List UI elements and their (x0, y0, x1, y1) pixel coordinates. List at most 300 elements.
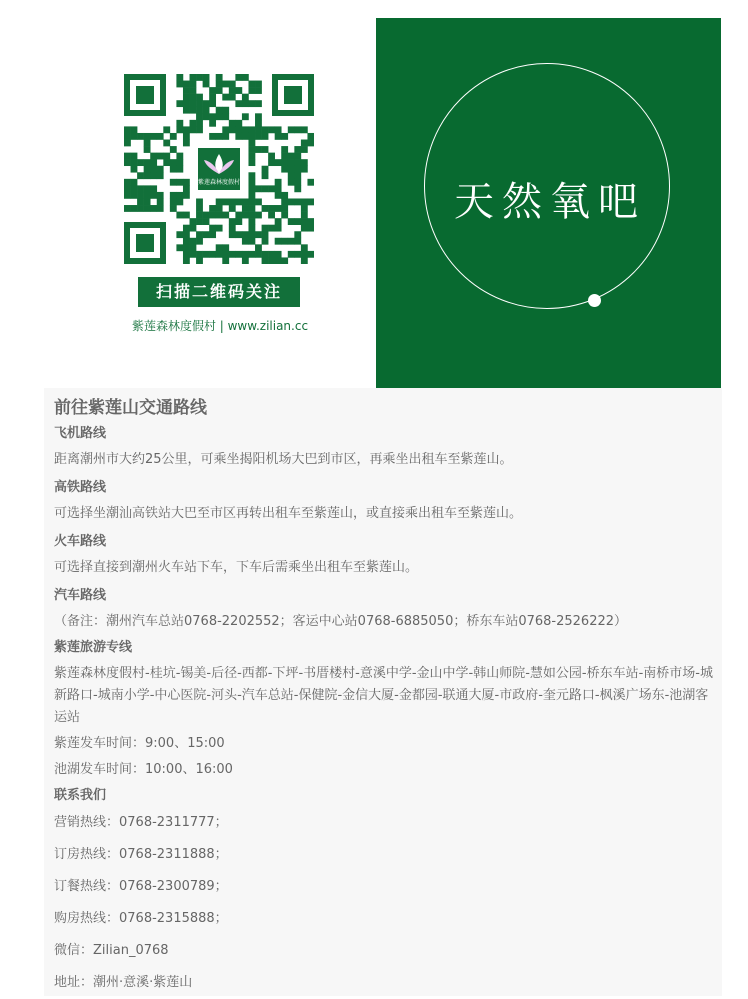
qr-module (216, 113, 223, 120)
qr-module (196, 100, 203, 107)
qr-module (209, 94, 216, 101)
qr-module (176, 192, 183, 199)
qr-module (131, 153, 138, 160)
qr-module (144, 159, 151, 166)
qr-module (131, 205, 138, 212)
qr-module (242, 113, 249, 120)
qr-module (183, 100, 190, 107)
qr-module (235, 74, 242, 81)
page-title: 前往紫莲山交通路线 (54, 398, 207, 418)
qr-module (248, 238, 255, 245)
qr-module (131, 159, 138, 166)
qr-module (275, 251, 282, 258)
qr-module (124, 179, 131, 186)
qr-module (183, 244, 190, 251)
qr-module (294, 172, 301, 179)
qr-module (294, 159, 301, 166)
section-heading-train: 火车路线 (54, 534, 107, 549)
qr-module (190, 94, 197, 101)
qr-module (248, 153, 255, 160)
qr-module (242, 133, 249, 140)
qr-module (176, 159, 183, 166)
qr-module (144, 140, 151, 147)
qr-module (281, 153, 288, 160)
qr-module (235, 212, 242, 219)
section-text-bus: （备注：潮州汽车总站0768-2202552；客运中心站0768-6885050；桥东车站0768-2526222） (54, 614, 628, 629)
qr-module (248, 172, 255, 179)
qr-module (307, 198, 314, 205)
qr-module (275, 192, 282, 199)
qr-module (176, 179, 183, 186)
qr-module (229, 198, 236, 205)
qr-module (196, 251, 203, 258)
qr-module (307, 140, 314, 147)
qr-module (209, 87, 216, 94)
article-body (54, 395, 718, 999)
qr-module (248, 133, 255, 140)
qr-module (131, 126, 138, 133)
qr-module (301, 251, 308, 258)
qr-module (209, 212, 216, 219)
qr-module (222, 126, 229, 133)
qr-module (183, 238, 190, 245)
qr-module (196, 107, 203, 114)
qr-module (131, 133, 138, 140)
qr-module (235, 251, 242, 258)
qr-module (262, 133, 269, 140)
qr-module (137, 205, 144, 212)
qr-module (144, 172, 151, 179)
qr-module (301, 159, 308, 166)
qr-module (255, 81, 262, 88)
qr-module (262, 185, 269, 192)
qr-module (203, 74, 210, 81)
qr-module (190, 120, 197, 127)
qr-module (150, 166, 157, 173)
qr-module (248, 251, 255, 258)
qr-module (150, 153, 157, 160)
qr-module (137, 159, 144, 166)
section-heading-bus: 汽车路线 (54, 588, 107, 603)
qr-module (196, 126, 203, 133)
qr-module (196, 113, 203, 120)
qr-module (268, 212, 275, 219)
qr-module (248, 225, 255, 232)
qr-module (157, 133, 164, 140)
qr-module (248, 140, 255, 147)
qr-module (209, 100, 216, 107)
qr-module (294, 231, 301, 238)
qr-module (157, 198, 164, 205)
qr-module (268, 257, 275, 264)
qr-module (216, 107, 223, 114)
qr-module (137, 192, 144, 199)
qr-module (176, 100, 183, 107)
qr-module (209, 205, 216, 212)
qr-module (183, 212, 190, 219)
qr-module (301, 212, 308, 219)
qr-module (216, 198, 223, 205)
qr-module (229, 205, 236, 212)
qr-module (216, 225, 223, 232)
qr-module (150, 192, 157, 199)
qr-module (216, 74, 223, 81)
tour-depart-chihu: 池湖发车时间：10:00、16:00 (54, 762, 233, 777)
qr-module (183, 94, 190, 101)
section-text-plane: 距离潮州市大约25公里，可乘坐揭阳机场大巴到市区，再乘坐出租车至紫莲山。 (54, 452, 513, 467)
qr-module (137, 172, 144, 179)
qr-module (235, 198, 242, 205)
qr-module (242, 251, 249, 258)
qr-module (183, 81, 190, 88)
section-heading-plane: 飞机路线 (54, 426, 107, 441)
promo-banner (376, 18, 721, 388)
qr-module (222, 94, 229, 101)
qr-module (124, 126, 131, 133)
qr-module (222, 257, 229, 264)
qr-module (288, 166, 295, 173)
qr-module (268, 251, 275, 258)
qr-module (203, 113, 210, 120)
qr-scan-caption: 扫描二维码关注 (138, 277, 300, 307)
qr-module (301, 257, 308, 264)
qr-module (222, 251, 229, 258)
qr-module (190, 251, 197, 258)
qr-module (216, 244, 223, 251)
qr-module (190, 87, 197, 94)
qr-module (281, 238, 288, 245)
qr-module (190, 225, 197, 232)
qr-module (176, 244, 183, 251)
qr-module (216, 212, 223, 219)
qr-module (248, 205, 255, 212)
qr-module (262, 238, 269, 245)
qr-module (248, 218, 255, 225)
qr-module (255, 126, 262, 133)
qr-module (163, 153, 170, 160)
qr-module (255, 185, 262, 192)
qr-module (268, 185, 275, 192)
qr-module (242, 126, 249, 133)
qr-module (163, 159, 170, 166)
qr-module (288, 126, 295, 133)
contact-dining: 订餐热线：0768-2300789； (54, 879, 228, 894)
qr-module (235, 231, 242, 238)
qr-module (235, 100, 242, 107)
qr-module (262, 126, 269, 133)
qr-module (131, 179, 138, 186)
qr-module (294, 238, 301, 245)
qr-module (268, 159, 275, 166)
qr-module (307, 225, 314, 232)
qr-module (248, 185, 255, 192)
qr-module (176, 231, 183, 238)
qr-module (203, 251, 210, 258)
qr-module (183, 257, 190, 264)
qr-module (275, 257, 282, 264)
qr-module (196, 257, 203, 264)
qr-module (229, 126, 236, 133)
qr-module (131, 166, 138, 173)
qr-module (163, 140, 170, 147)
qr-module (294, 185, 301, 192)
qr-site-caption[interactable]: 紫莲森林度假村 | www.zilian.cc (131, 319, 309, 333)
qr-module (307, 179, 314, 186)
qr-module (183, 231, 190, 238)
qr-module (190, 238, 197, 245)
qr-module (262, 225, 269, 232)
qr-module (294, 251, 301, 258)
qr-module (203, 100, 210, 107)
tour-depart-zilian: 紫莲发车时间：9:00、15:00 (54, 736, 225, 751)
qr-module (124, 205, 131, 212)
qr-module (209, 225, 216, 232)
qr-module (275, 126, 282, 133)
qr-module (229, 218, 236, 225)
qr-module (150, 185, 157, 192)
qr-module (190, 81, 197, 88)
qr-module (190, 218, 197, 225)
qr-module (222, 113, 229, 120)
qr-module (294, 153, 301, 160)
qr-module (288, 238, 295, 245)
qr-module (281, 159, 288, 166)
tour-route-text: 紫莲森林度假村-桂坑-锡美-后径-西都-下坪-书厝楼村-意溪中学-金山中学-韩山师院-慧如公园-桥东车站-南桥市场-城新路口-城南小学-中心医院-河头-汽车总站-保健院-金信大厦-金都园-联通大厦-市政府-奎元路口-枫溪广场东-池湖客运站 (54, 666, 713, 725)
qr-module (170, 205, 177, 212)
qr-module (255, 87, 262, 94)
qr-module (242, 231, 249, 238)
qr-module (262, 166, 269, 173)
contact-wechat: 微信：Zilian_0768 (54, 943, 169, 958)
qr-module (209, 133, 216, 140)
qr-module (183, 126, 190, 133)
qr-module (124, 153, 131, 160)
qr-module (144, 198, 151, 205)
qr-module (183, 87, 190, 94)
qr-module (294, 126, 301, 133)
qr-module (196, 212, 203, 219)
qr-module (131, 192, 138, 199)
qr-module (150, 133, 157, 140)
qr-module (176, 166, 183, 173)
qr-module (157, 192, 164, 199)
qr-module (242, 238, 249, 245)
qr-module (275, 218, 282, 225)
qr-module (157, 166, 164, 173)
qr-module (131, 185, 138, 192)
qr-module (144, 192, 151, 199)
qr-module (262, 146, 269, 153)
qr-module (183, 251, 190, 258)
qr-module (196, 218, 203, 225)
qr-module (262, 172, 269, 179)
qr-module (275, 179, 282, 186)
qr-module (203, 107, 210, 114)
qr-module (124, 185, 131, 192)
qr-module (275, 238, 282, 245)
qr-module (163, 126, 170, 133)
qr-module (248, 81, 255, 88)
qr-module (229, 225, 236, 232)
qr-module (176, 198, 183, 205)
qr-module (248, 159, 255, 166)
qr-module (209, 113, 216, 120)
qr-module (170, 146, 177, 153)
qr-module (255, 231, 262, 238)
qr-module (203, 218, 210, 225)
qr-module (281, 212, 288, 219)
qr-module (301, 126, 308, 133)
qr-module (235, 120, 242, 127)
qr-module (150, 172, 157, 179)
qr-module (183, 179, 190, 186)
qr-module (307, 133, 314, 140)
qr-module (216, 81, 223, 88)
promo-dot-icon (588, 294, 601, 307)
qr-module (262, 231, 269, 238)
qr-module (288, 198, 295, 205)
qr-module (124, 159, 131, 166)
qr-module (288, 218, 295, 225)
qr-module (288, 159, 295, 166)
qr-module (248, 100, 255, 107)
section-heading-rail: 高铁路线 (54, 480, 107, 495)
qr-module (248, 231, 255, 238)
qr-module (248, 198, 255, 205)
qr-module (268, 205, 275, 212)
qr-module (235, 133, 242, 140)
qr-module (183, 107, 190, 114)
qr-logo-text: 紫莲森林度假村 (197, 180, 241, 186)
qr-module (242, 257, 249, 264)
contact-address: 地址：潮州·意溪·紫莲山 (54, 975, 193, 990)
qr-module (190, 100, 197, 107)
qr-module (294, 146, 301, 153)
qr-module (216, 87, 223, 94)
qr-module (176, 126, 183, 133)
qr-module (268, 225, 275, 232)
qr-module (248, 212, 255, 219)
qr-module (255, 100, 262, 107)
qr-module (196, 238, 203, 245)
qr-module (301, 244, 308, 251)
qr-module (281, 192, 288, 199)
qr-module (294, 198, 301, 205)
qr-module (137, 185, 144, 192)
qr-module (196, 94, 203, 101)
qr-module (301, 218, 308, 225)
qr-module (307, 251, 314, 258)
qr-module (137, 198, 144, 205)
qr-module (222, 133, 229, 140)
qr-module (170, 198, 177, 205)
qr-module (255, 146, 262, 153)
qr-module (229, 231, 236, 238)
qr-module (281, 146, 288, 153)
qr-module (144, 185, 151, 192)
contact-booking: 订房热线：0768-2311888； (54, 847, 228, 862)
qr-module (196, 198, 203, 205)
qr-module (275, 185, 282, 192)
qr-module (288, 251, 295, 258)
contact-housing: 购房热线：0768-2315888； (54, 911, 228, 926)
qr-module (281, 133, 288, 140)
section-heading-contact: 联系我们 (54, 788, 107, 803)
qr-module (294, 179, 301, 186)
section-text-rail: 可选择坐潮汕高铁站大巴至市区再转出租车至紫莲山，或直接乘出租车至紫莲山。 (54, 506, 523, 521)
qr-module (203, 212, 210, 219)
qr-module (209, 120, 216, 127)
qr-module (255, 133, 262, 140)
qr-module (235, 218, 242, 225)
contact-sales: 营销热线：0768-2311777； (54, 815, 228, 830)
qr-module (176, 153, 183, 160)
qr-module (275, 159, 282, 166)
qr-module (268, 153, 275, 160)
qr-module (196, 231, 203, 238)
qr-module (255, 198, 262, 205)
qr-module (216, 133, 223, 140)
qr-module (170, 133, 177, 140)
qr-module (248, 192, 255, 199)
qr-module (242, 212, 249, 219)
qr-module (157, 153, 164, 160)
qr-module (242, 205, 249, 212)
qr-module (288, 172, 295, 179)
qr-module (248, 87, 255, 94)
qr-module (196, 74, 203, 81)
qr-module (209, 231, 216, 238)
qr-module (275, 133, 282, 140)
qr-module (255, 120, 262, 127)
qr-module (229, 87, 236, 94)
qr-module (209, 251, 216, 258)
qr-module (190, 107, 197, 114)
qr-module (176, 212, 183, 219)
qr-module (190, 126, 197, 133)
qr-module (222, 198, 229, 205)
qr-module (196, 120, 203, 127)
qr-module (301, 198, 308, 205)
qr-module (307, 218, 314, 225)
qr-module (222, 107, 229, 114)
qr-module (170, 166, 177, 173)
qr-module (255, 212, 262, 219)
qr-module (196, 205, 203, 212)
qr-module (248, 146, 255, 153)
qr-module (144, 166, 151, 173)
qr-module (281, 205, 288, 212)
qr-module (235, 126, 242, 133)
qr-module (294, 166, 301, 173)
qr-module (144, 205, 151, 212)
qr-module (137, 133, 144, 140)
qr-module (275, 225, 282, 232)
qr-module (242, 100, 249, 107)
qr-module (288, 153, 295, 160)
qr-code-image[interactable] (124, 74, 314, 264)
qr-module (229, 251, 236, 258)
qr-module (242, 94, 249, 101)
qr-module (176, 81, 183, 88)
qr-module (281, 257, 288, 264)
qr-module (229, 81, 236, 88)
section-text-train: 可选择直接到潮州火车站下车，下车后需乘坐出租车至紫莲山。 (54, 560, 419, 575)
qr-module (222, 212, 229, 219)
qr-module (176, 120, 183, 127)
qr-module (229, 120, 236, 127)
qr-module (222, 244, 229, 251)
